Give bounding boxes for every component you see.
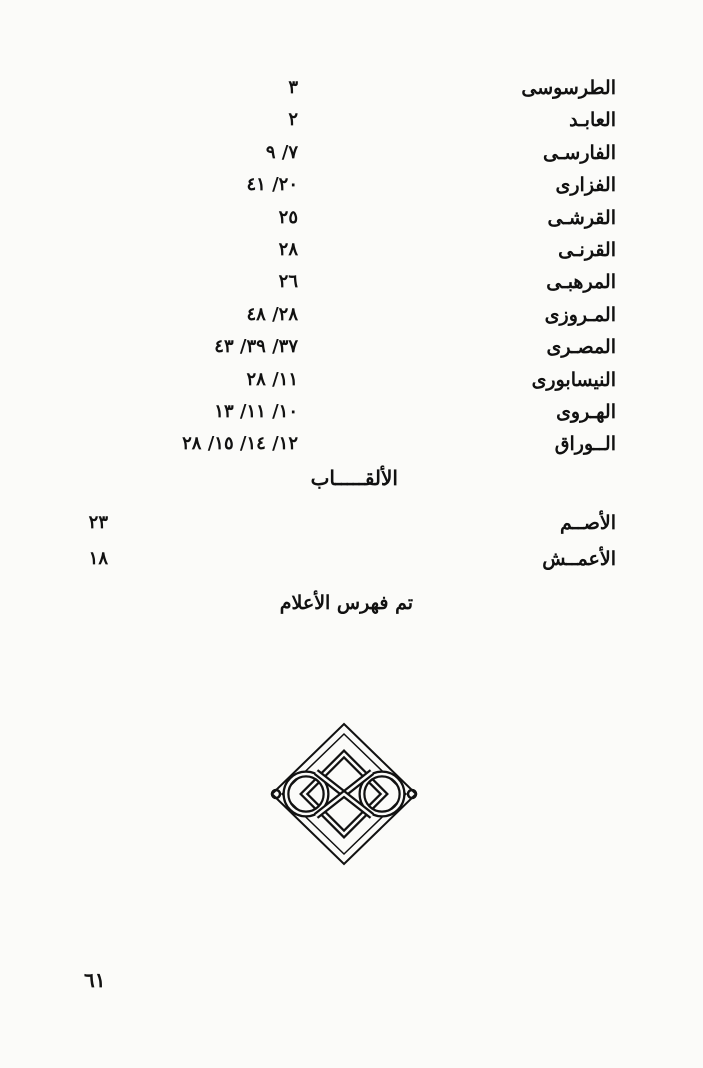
entry-pages: ٢٥ — [278, 206, 298, 228]
entry-name: الفزارى — [555, 174, 616, 197]
entry-pages: ١١/ ٢٨ — [246, 368, 298, 390]
entry-name: القرشـى — [547, 206, 616, 229]
entry-name: الهـروى — [556, 400, 616, 423]
list-item — [0, 331, 703, 363]
entry-pages: ٢ — [288, 109, 298, 131]
entry-name: المرهبـى — [546, 271, 616, 294]
list-item — [0, 104, 703, 136]
entry-pages: ١٢/ ١٤/ ١٥/ ٢٨ — [182, 433, 298, 455]
entry-name: الأصــم — [559, 512, 616, 534]
section-title: الألقـــــاب — [310, 466, 398, 490]
entry-pages: ٢٨/ ٤٨ — [246, 303, 298, 325]
entry-pages: ٢٣ — [88, 512, 108, 533]
entry-pages: ٢٠/ ٤١ — [246, 174, 298, 196]
list-item — [0, 202, 703, 234]
entry-pages: ٢٦ — [278, 271, 298, 293]
end-note: تم فهرس الأعلام — [279, 592, 413, 614]
names-index-list — [0, 72, 703, 461]
list-item — [0, 72, 703, 104]
entry-name: الطرسوسى — [521, 77, 616, 99]
entry-pages: ٣ — [288, 77, 298, 98]
list-item — [0, 137, 703, 169]
list-item — [0, 234, 703, 266]
list-item — [0, 428, 703, 460]
entry-name: المصـرى — [546, 336, 616, 359]
list-item — [0, 299, 703, 331]
entry-name: الأعمــش — [542, 548, 616, 570]
entry-pages: ٣٧/ ٣٩/ ٤٣ — [214, 336, 298, 358]
titles-index-list — [0, 507, 703, 579]
entry-name: الــوراق — [554, 433, 616, 456]
entry-pages: ٧/ ٩ — [265, 141, 298, 163]
page-number: ٦١ — [84, 968, 106, 992]
list-item — [0, 169, 703, 201]
entry-pages: ٢٨ — [278, 238, 298, 260]
list-item — [0, 396, 703, 428]
entry-name: القرنـى — [558, 238, 616, 261]
entry-pages: ١٠/ ١١/ ١٣ — [214, 400, 298, 422]
knot-ornament-icon — [264, 720, 424, 868]
entry-name: العابـد — [569, 109, 616, 132]
entry-name: المـروزى — [544, 303, 616, 326]
list-item — [0, 364, 703, 396]
list-item — [0, 266, 703, 298]
entry-name: الفارسـى — [543, 141, 616, 164]
entry-pages: ١٨ — [88, 548, 108, 569]
entry-name: النيسابورى — [531, 368, 616, 391]
list-item — [0, 543, 703, 579]
list-item — [0, 507, 703, 543]
